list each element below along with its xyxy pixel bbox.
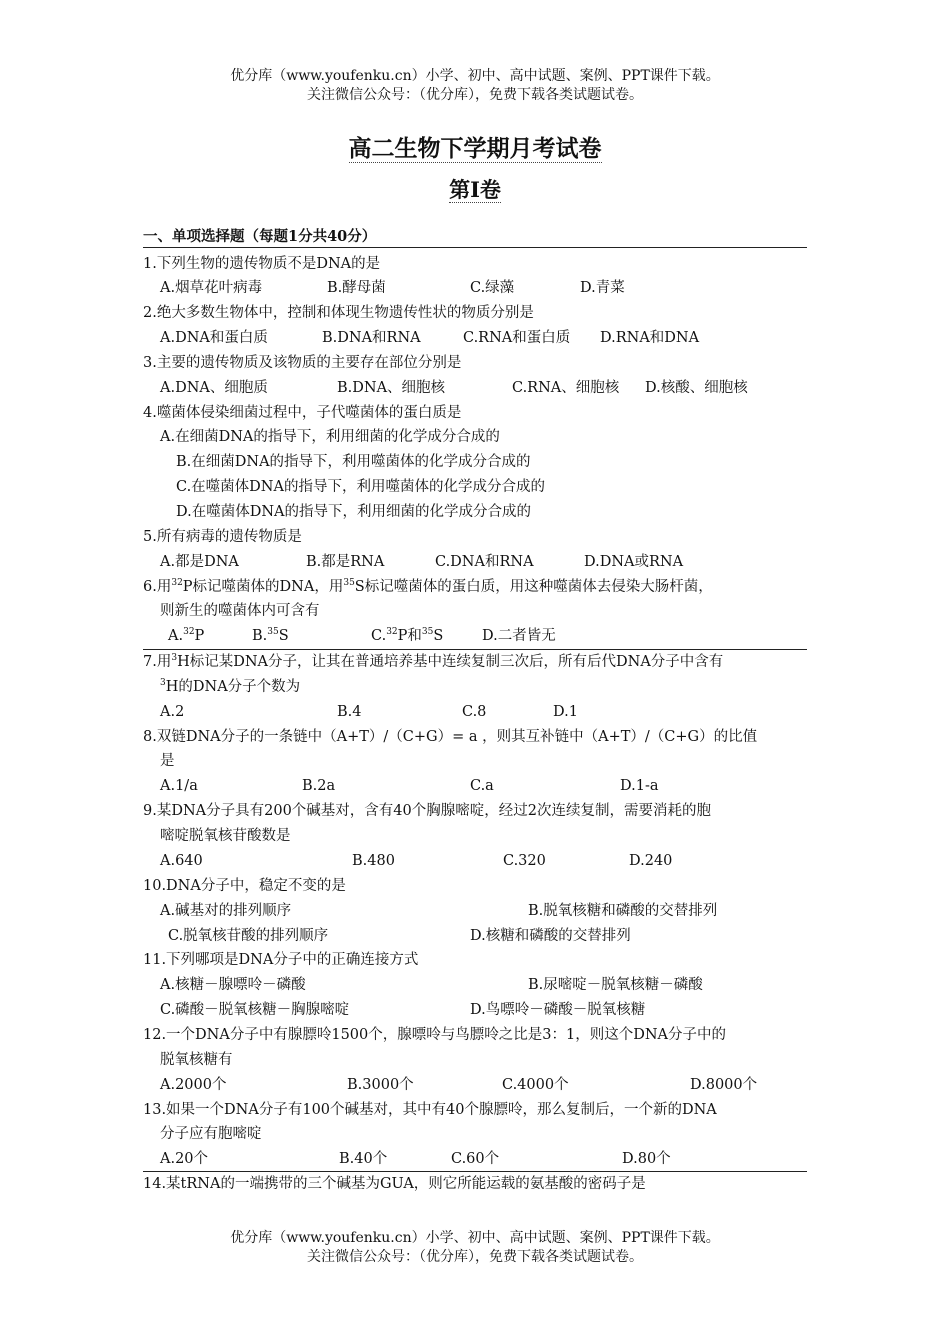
question-2-option-c: C.RNA和蛋白质 — [463, 330, 571, 346]
question-6-stem-2: 则新生的噬菌体内可含有 — [160, 603, 320, 619]
footer-line-1: 优分库（www.youfenku.cn）小学、初中、高中试题、案例、PPT课件下载。 — [230, 1230, 720, 1246]
question-11-option-a: A.核糖－腺嘌呤－磷酸 — [160, 977, 306, 993]
question-8-stem: 8.双链DNA分子的一条链中（A+T）/（C+G）= a ，则其互补链中（A+T）/（C+G）的比值 — [143, 729, 758, 745]
question-6-stem — [143, 577, 809, 597]
question-13-stem-2: 分子应有胞嘧啶 — [160, 1126, 262, 1142]
question-2-option-d: D.RNA和DNA — [600, 330, 700, 346]
question-10-option-b: B.脱氧核糖和磷酸的交替排列 — [528, 903, 718, 919]
question-9-option-d: D.240 — [629, 853, 673, 869]
question-10-stem: 10.DNA分子中，稳定不变的是 — [143, 878, 346, 894]
question-4-option-b: B.在细菌DNA的指导下，利用噬菌体的化学成分合成的 — [176, 454, 531, 470]
question-8-option-b: B.2a — [302, 778, 336, 794]
q6a-1: A. — [168, 628, 184, 644]
exam-title-text: 高二生物下学期月考试卷 — [348, 135, 602, 162]
question-3-option-c: C.RNA、细胞核 — [512, 380, 620, 396]
q6c-2: P和 — [397, 628, 422, 644]
q7-text-2: H标记某DNA分子，让其在普通培养基中连续复制三次后，所有后代DNA分子中含有 — [177, 654, 724, 670]
question-4-option-a: A.在细菌DNA的指导下，利用细菌的化学成分合成的 — [160, 429, 500, 445]
question-6-option-a — [168, 626, 204, 646]
question-5-option-d: D.DNA或RNA — [584, 554, 684, 570]
question-13-option-c: C.60个 — [451, 1151, 500, 1167]
question-2-option-a: A.DNA和蛋白质 — [160, 330, 268, 346]
q6-sup-1: 32 — [171, 578, 183, 588]
q6c-1: C. — [371, 628, 387, 644]
q6c-3: S — [433, 628, 444, 644]
question-2-stem: 2.绝大多数生物体中，控制和体现生物遗传性状的物质分别是 — [143, 305, 534, 321]
q6b-2: S — [278, 628, 289, 644]
question-13-option-d: D.80个 — [622, 1151, 671, 1167]
question-6-option-c — [371, 626, 443, 646]
question-9-option-a: A.640 — [160, 853, 203, 869]
question-1-option-c: C.绿藻 — [470, 280, 515, 296]
question-7-stem-2 — [160, 677, 826, 697]
volume-title — [0, 175, 950, 205]
question-5-stem: 5.所有病毒的遗传物质是 — [143, 529, 302, 545]
question-3-option-a: A.DNA、细胞质 — [160, 380, 268, 396]
question-4-option-c: C.在噬菌体DNA的指导下，利用噬菌体的化学成分合成的 — [176, 479, 545, 495]
question-1-option-a: A.烟草花叶病毒 — [160, 280, 263, 296]
q6-text-3: S标记噬菌体的蛋白质，用这种噬菌体去侵染大肠杆菌， — [354, 579, 713, 595]
question-10-option-d: D.核糖和磷酸的交替排列 — [470, 928, 631, 944]
q6a-2: P — [194, 628, 205, 644]
question-3-option-d: D.核酸、细胞核 — [645, 380, 748, 396]
question-7-option-d: D.1 — [553, 704, 578, 720]
volume-title-text: 第Ⅰ卷 — [449, 177, 501, 202]
question-5-option-c: C.DNA和RNA — [435, 554, 534, 570]
question-6-option-d: D.二者皆无 — [482, 628, 556, 644]
section-rule — [143, 247, 807, 248]
question-9-stem: 9.某DNA分子具有200个碱基对，含有40个胸腺嘧啶，经过2次连续复制，需要消耗的胞 — [143, 803, 711, 819]
exam-title — [0, 133, 950, 165]
question-13-stem: 13.如果一个DNA分子有100个碱基对，其中有40个腺膘呤，那么复制后，一个新的DNA — [143, 1102, 717, 1118]
q6c-sup-2: 35 — [421, 627, 434, 637]
question-8-option-d: D.1-a — [620, 778, 659, 794]
q7-text-3: H的DNA分子个数为 — [165, 679, 301, 695]
q6c-sup-1: 32 — [386, 627, 398, 637]
section-title: 一、单项选择题（每题1分共40分） — [143, 228, 377, 245]
page-rule-1 — [143, 649, 807, 650]
q6b-1: B. — [252, 628, 268, 644]
question-5-option-a: A.都是DNA — [160, 554, 239, 570]
question-4-stem: 4.噬菌体侵染细菌过程中，子代噬菌体的蛋白质是 — [143, 405, 462, 421]
question-7-option-a: A.2 — [160, 704, 185, 720]
question-13-option-b: B.40个 — [339, 1151, 388, 1167]
question-14-stem: 14.某tRNA的一端携带的三个碱基为GUA，则它所能运载的氨基酸的密码子是 — [143, 1176, 646, 1192]
question-7-stem — [143, 652, 809, 672]
question-7-option-c: C.8 — [462, 704, 487, 720]
page-rule-2 — [143, 1171, 807, 1172]
header-line-1: 优分库（www.youfenku.cn）小学、初中、高中试题、案例、PPT课件下载。 — [230, 68, 720, 84]
question-12-stem: 12.一个DNA分子中有腺膘呤1500个，腺嘌呤与鸟膘呤之比是3：1，则这个DNA分子中的 — [143, 1027, 726, 1043]
question-3-option-b: B.DNA、细胞核 — [337, 380, 446, 396]
question-1-option-d: D.青菜 — [580, 280, 625, 296]
question-4-option-d: D.在噬菌体DNA的指导下，利用细菌的化学成分合成的 — [176, 504, 532, 520]
question-8-option-a: A.1/a — [160, 778, 198, 794]
q6b-sup: 35 — [267, 627, 279, 637]
header-line-2: 关注微信公众号：（优分库），免费下载各类试题试卷。 — [307, 87, 643, 103]
question-12-option-b: B.3000个 — [347, 1077, 414, 1093]
question-3-stem: 3.主要的遗传物质及该物质的主要存在部位分别是 — [143, 355, 462, 371]
question-1-stem: 1.下列生物的遗传物质不是DNA的是 — [143, 256, 381, 272]
q6-sup-2: 35 — [343, 578, 355, 588]
question-7-option-b: B.4 — [337, 704, 362, 720]
q7-text-1: 7.用 — [143, 654, 172, 670]
question-8-option-c: C.a — [470, 778, 494, 794]
q7-sup-2: 3 — [160, 678, 166, 688]
footer-line-2: 关注微信公众号：（优分库），免费下载各类试题试卷。 — [307, 1249, 643, 1265]
question-6-option-b — [252, 626, 289, 646]
question-10-option-a: A.碱基对的排列顺序 — [160, 903, 292, 919]
question-11-option-d: D.鸟嘌呤－磷酸－脱氧核糖 — [470, 1002, 646, 1018]
question-11-stem: 11.下列哪项是DNA分子中的正确连接方式 — [143, 952, 419, 968]
question-8-stem-2: 是 — [160, 753, 175, 769]
q7-sup-1: 3 — [171, 653, 178, 663]
question-12-option-c: C.4000个 — [502, 1077, 569, 1093]
question-2-option-b: B.DNA和RNA — [322, 330, 421, 346]
question-10-option-c: C.脱氧核苷酸的排列顺序 — [168, 928, 329, 944]
question-12-stem-2: 脱氧核糖有 — [160, 1052, 233, 1068]
q6a-sup: 32 — [183, 627, 195, 637]
question-9-stem-2: 嘧啶脱氧核苷酸数是 — [160, 828, 291, 844]
question-11-option-b: B.尿嘧啶－脱氧核糖－磷酸 — [528, 977, 703, 993]
question-9-option-c: C.320 — [503, 853, 546, 869]
question-13-option-a: A.20个 — [160, 1151, 209, 1167]
question-12-option-a: A.2000个 — [160, 1077, 227, 1093]
q6-text-1: 6.用 — [143, 579, 172, 595]
question-12-option-d: D.8000个 — [690, 1077, 758, 1093]
q6-text-2: P标记噬菌体的DNA，用 — [182, 579, 344, 595]
question-9-option-b: B.480 — [352, 853, 395, 869]
question-5-option-b: B.都是RNA — [306, 554, 385, 570]
question-1-option-b: B.酵母菌 — [327, 280, 386, 296]
question-11-option-c: C.磷酸－脱氧核糖－胸腺嘧啶 — [160, 1002, 350, 1018]
